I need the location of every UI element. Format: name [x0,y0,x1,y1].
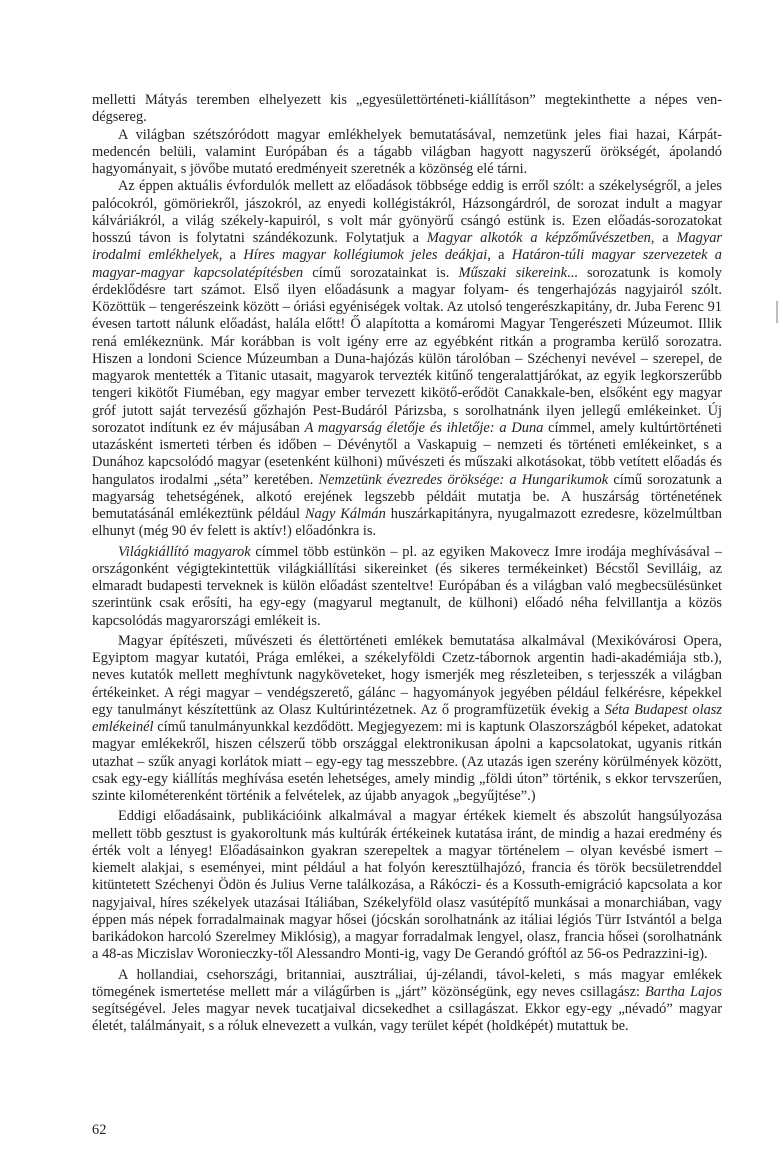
italic-title-text: Bartha Lajos [644,983,722,1000]
paragraph-text: ... sorozatunk is komoly érdeklődésre tart számot. Első ilyen előadásunk a magyar folyam- és tengerhajózás nagyjairól szólt. Közöttük – tengerészeink között – óriási egyéniségek voltak. Az utolsó tengerészkapitány, dr. Juba Ferenc 91 évesen tartott nálunk előadást, halála előtt! Ő alapította a komáromi Magyar Tengerészeti Múzeumot. Illik rená emlékeznünk. Már korábban is volt igény erre az egyébként ritkán a programba kerülő sorozatra. Hiszen a londoni Science Múzeumban a Duna-hajózás külön tárolóban – Széchenyi nevével – szerepel, de magyarok mentették a Titanic utasait, magyarok tervezték kitűnő tengeralattjárókat, az egyik legkorszerűbb tengeri kikötőt Fiuméban, egy magyar ember tervezett kikötő-erődöt Canakkale-ben, elsőként egy magyar gróf jutott saját tervezésű gőzhajón Pest-Budáról Párizsba, s sorolhatnánk ilyen jellegű emlékeinket. Új sorozatot indítunk ez év májusában [92,264,722,436]
italic-title-text: Határon-túli magyar szervezetek a magyar-magyar kapcsolatépítésben [92,247,723,281]
scan-mark [776,301,778,323]
paragraph-5 [92,633,722,806]
italic-title-text: A magyarság életője és ihletője: a Duna [304,419,544,436]
italic-title-text: Séta Budapest olasz emlékeinél [92,701,722,735]
document-page [92,92,722,1036]
paragraph-3 [92,178,722,540]
italic-title-text: Magyar alkotók a képzőművészetben [426,230,651,246]
paragraph-text: , a [487,247,512,264]
paragraph-text: , a [218,247,244,264]
paragraph-text: című sorozatainkat is. [303,264,459,281]
paragraph-text: segítségével. Jeles magyar nevek tucatjaival dicsekedhet a csillagászat. Ekkor egy-egy „névadó” magyar életét, találmányait, s a róluk elnevezett a vulkán, vagy terület képét (holdképét) mutattuk be. [92,1001,722,1035]
paragraph-2 [92,127,722,179]
paragraph-text: huszárkapitányra, nyugalmazott ezredesre, közelmúltban elhunyt (még 90 év felett is aktív!) előadónkra is. [92,506,722,540]
page-number: 62 [92,1122,107,1138]
paragraph-text: címmel több estünkön – pl. az egyiken Makovecz Imre irodája meghívásával – országonként végigtekintettük világkiállítási sikereinket (és sikeres termékeinket) Bécstől Sevilláig, az elmaradt budapesti terveknek is külön előadást szenteltve! Európában és a világban való megbecsülésünket szerintünk csak erősíti, ha egy-egy (magyarul megtanult, de külhoni) előadó néha felvillantja a közös kapcsolódás magyarországi emlékeit is. [92,543,722,629]
paragraph-text: A világban szétszóródott magyar emlékhelyek bemutatásával, nemzetünk jeles fiai hazai, Kárpát-medencén belüli, valamint Európában és a tágabb világban hagyott nagyszerű örökségét, ápolandó hagyományait, s jövőbe mutató eredményeit szeretnék a közönség elé tárni. [92,126,722,177]
paragraph-4 [92,544,722,630]
paragraph-1 [92,92,722,127]
paragraph-7 [92,967,722,1036]
paragraph-text: Az éppen aktuális évfordulók mellett az előadások többsége eddig is erről szólt: a székelységről, a jeles palócokról, gömöriekről, jászokról, az enyedi kollégistákról, Házsongárdról, de sorozat indult a magyar kálváriákról, a világ székely-kapuiról, s volt már gyönyörű csángó estünk is. Ezen előadás-sorozatokat hosszú távon is folytatni szándékozunk. Folytatjuk a [92,178,722,246]
paragraph-text: , a [650,230,677,246]
paragraph-text: Eddigi előadásaink, publikációink alkalmával a magyar értékek kiemelt és abszolút hangsúlyozása mellett több gesztust is gyakoroltunk más kultúrák értékeinek kutatása iránt, de mindig a hazai eredmény és érték volt a lényeg! Előadásainkon gyakran szerepeltek a magyar történelem – olyan kevésbé ismert – kiemelt alakjai, s eseményei, mint például a hat folyón keresztülhajózó, francia és török becsületrenddel kitüntetett Széchenyi Ödön és Julius Verne találkozása, a Rákóczi- és a Kossuth-emigráció kapcsolata a kor nagyjaival, híres székelyek utazásai Itáliában, Székelyföld olasz vasútépítő munkásai a monarchiában, vagy éppen más népek forradalmainak magyar hősei (jócskán sorolhatnánk az itáliai légiós Türr Istvántól a belga barikádokon harcoló Szerelmey Miklósig), a magyar forradalmak lengyel, olasz, francia hősei (sorolhatnánk a 48-as Miczislav Woronieczky-től Alessandro Monti-ig, vagy De Gerandó gróftól az 56-os Pedrazzini-ig). [92,808,722,963]
paragraph-6 [92,808,722,963]
italic-title-text: Világkiállító magyarok [118,543,251,560]
paragraph-text: A hollandiai, csehországi, britanniai, ausztráliai, új-zélandi, távol-keleti, s más magyar emlékek tömegének ismertetése mellett már a világűrben is „járt” közönségünk, egy neves csillagász: [92,966,722,1000]
body-text [92,92,722,1036]
paragraph-text: című tanulmányunkkal kezdődött. Megjegyezem: mi is kaptunk Olaszországból képeket, adatokat magyar emlékekről, hiszen célszerű több országgal elektronikusan ápolni a kapcsolatokat, ugyanis ritkán utazhat – szűk anyagi korlátok miatt – egy-egy tag messzebbre. (Az utazás igen szerény körülmények között, csak egy-egy kiállítás meghívása esetén lehetséges, amely mindig „földi úton” történik, s ekkor tervszerűen, szinte kilométerenként történik a felvételek, az újabb anyagok „begyűjtése”.) [92,719,722,804]
paragraph-text: Magyar építészeti, művészeti és élettörténeti emlékek bemutatása alkalmával (Mexikóvárosi Opera, Egyiptom magyar kutatói, Prága emlékei, a székelyföldi Czetz-tábornok argentin hadi-akadémiája stb.), neves kutatók mellett meghívtunk nagyköveteket, hogy ismerjék meg részleteiben, s terjesszék a világban értékeinket. A régi magyar – vendégszerető, gálánс – hagyományok jegyében például felkérésre, képekkel egy tanulmányt készítettünk az Olasz Kultúrintézetnek. Az ő programfüzetük évekig a [92,632,722,718]
italic-title-text: Nemzetünk évezredes öröksége: a Hungarikumok [318,471,609,488]
italic-title-text: Magyar irodalmi emlékhelyek [92,230,723,264]
italic-title-text: Műszaki sikereink [458,264,567,281]
paragraph-text: címmel, amely kultúrtörténeti utazásként ismerteti térben és időben – Dévénytől a Vaskapuig – nemzeti és történeti emlékeinket, s a Dunához kapcsolódó magyar (esetenként külhoni) művészeti és műszaki alkotásokat, több vetített előadás és hangulatos irodalmi „séta” keretében. [92,419,722,488]
italic-title-text: Híres magyar kollégiumok jeles deákjai [243,247,488,264]
paragraph-text: melletti Mátyás teremben elhelyezett kis „egyesülettörténeti-kiállításon” megtekinthette a népes vendégsereg. [92,92,722,126]
italic-title-text: Nagy Kálmán [304,506,386,522]
paragraph-text: című sorozatunk a magyarság tehetségének, alkotó erejének legszebb példáit mutatja be. A huszárság történetének bemutatásánál emlékeztünk például [92,471,722,522]
